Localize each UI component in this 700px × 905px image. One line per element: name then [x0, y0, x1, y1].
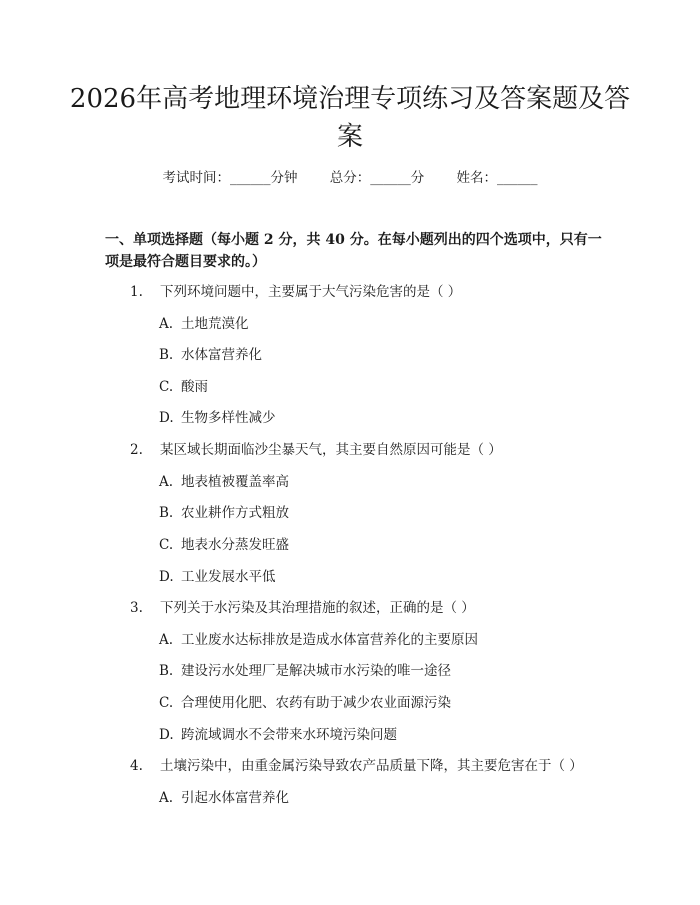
question-1-option-c	[159, 377, 208, 397]
option-text: 工业发展水平低	[181, 569, 276, 585]
option-label: C.	[159, 537, 174, 553]
question-2-option-b	[159, 503, 289, 523]
student-name-field	[457, 170, 538, 186]
question-2-option-c	[159, 535, 289, 555]
option-label: A.	[159, 632, 174, 648]
student-name-label: 姓名：	[456, 170, 498, 186]
question-number: 2.	[130, 442, 143, 458]
question-2-option-a	[159, 472, 289, 492]
question-text: 土壤污染中，由重金属污染导致农产品质量下降，其主要危害在于（ ）	[160, 758, 583, 774]
option-label: B.	[159, 505, 174, 521]
option-label: B.	[159, 347, 174, 363]
option-label: A.	[159, 790, 174, 806]
option-text: 地表植被覆盖率高	[181, 474, 289, 490]
option-label: C.	[159, 695, 174, 711]
question-4-option-a	[159, 788, 289, 808]
total-score-unit: 分	[410, 170, 425, 186]
option-text: 土地荒漠化	[181, 316, 249, 332]
option-text: 建设污水处理厂是解决城市水污染的唯一途径	[181, 663, 451, 679]
question-3-option-d	[159, 725, 397, 745]
option-label: D.	[159, 727, 174, 743]
question-2	[130, 440, 502, 460]
question-2-option-d	[159, 567, 276, 587]
question-1-option-a	[159, 314, 249, 334]
option-label: B.	[159, 663, 174, 679]
question-text: 下列关于水污染及其治理措施的叙述，正确的是（ ）	[160, 600, 475, 616]
option-text: 跨流域调水不会带来水环境污染问题	[181, 727, 397, 743]
question-3	[130, 598, 475, 618]
exam-time-label: 考试时间：	[162, 170, 230, 186]
question-1-option-d	[159, 408, 276, 428]
question-number: 1.	[130, 284, 143, 300]
question-3-option-c	[159, 693, 451, 713]
question-text: 某区域长期面临沙尘暴天气，其主要自然原因可能是（ ）	[160, 442, 502, 458]
section-heading: 一、单项选择题（每小题 2 分，共 40 分。在每小题列出的四个选项中，只有一项是最符合题目要求的。）	[105, 232, 602, 270]
option-label: D.	[159, 410, 174, 426]
document-title: 2026年高考地理环境治理专项练习及答案题及答案	[69, 84, 631, 152]
option-text: 合理使用化肥、农药有助于减少农业面源污染	[181, 695, 451, 711]
option-label: C.	[159, 379, 174, 395]
total-score-blank: ______	[370, 170, 411, 186]
option-text: 水体富营养化	[181, 347, 262, 363]
question-number: 3.	[130, 600, 143, 616]
question-4	[130, 756, 583, 776]
exam-time-unit: 分钟	[270, 170, 298, 186]
question-1-option-b	[159, 345, 262, 365]
exam-time-field	[162, 170, 297, 186]
option-text: 酸雨	[181, 379, 208, 395]
question-3-option-b	[159, 661, 451, 681]
total-score-label: 总分：	[329, 170, 371, 186]
option-text: 农业耕作方式粗放	[181, 505, 289, 521]
question-3-option-a	[159, 630, 478, 650]
question-text: 下列环境问题中，主要属于大气污染危害的是（ ）	[160, 284, 462, 300]
option-text: 生物多样性减少	[181, 410, 276, 426]
exam-time-blank: ______	[229, 170, 271, 186]
option-text: 工业废水达标排放是造成水体富营养化的主要原因	[181, 632, 478, 648]
option-label: D.	[159, 569, 174, 585]
option-text: 地表水分蒸发旺盛	[181, 537, 289, 553]
student-name-blank: ______	[497, 170, 538, 186]
exam-info-line	[0, 168, 700, 188]
option-label: A.	[159, 316, 174, 332]
option-text: 引起水体富营养化	[181, 790, 289, 806]
question-number: 4.	[130, 758, 143, 774]
option-label: A.	[159, 474, 174, 490]
total-score-field	[330, 170, 425, 186]
question-1	[130, 282, 461, 302]
